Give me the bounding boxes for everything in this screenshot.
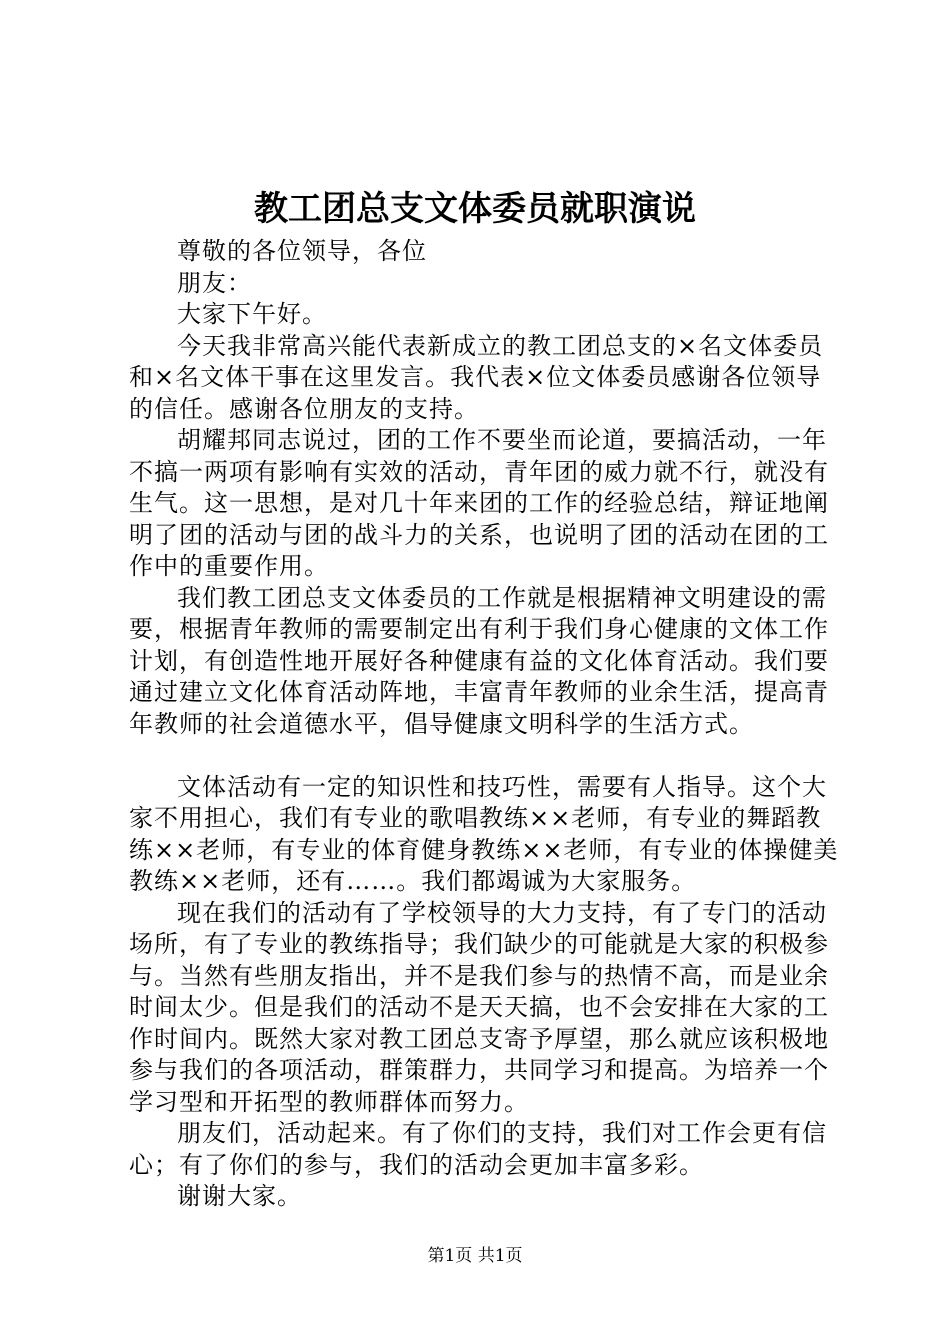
body-paragraph: 今天我非常高兴能代表新成立的教工团总支的×名文体委员和×名文体干事在这里发言。我代表×位文体委员感谢各位领导的信任。感谢各位朋友的支持。 (129, 331, 824, 423)
salutation-line-1: 尊敬的各位领导，各位 (177, 237, 427, 265)
body-paragraph: 胡耀邦同志说过，团的工作不要坐而论道，要搞活动，一年不搞一两项有影响有实效的活动，青年团的威力就不行，就没有生气。这一思想，是对几十年来团的工作的经验总结，辩证地阐明了团的活动与团的战斗力的关系，也说明了团的活动在团的工作中的重要作用。 (129, 426, 829, 580)
document-body (129, 236, 845, 1213)
document-title: 教工团总支文体委员就职演说 (254, 189, 696, 229)
greeting-paragraph: 大家下午好。 (177, 300, 327, 328)
closing-paragraph: 谢谢大家。 (177, 1182, 302, 1210)
body-paragraph: 现在我们的活动有了学校领导的大力支持，有了专门的活动场所，有了专业的教练指导；我们缺少的可能就是大家的积极参与。当然有些朋友指出，并不是我们参与的热情不高，而是业余时间太少。但是我们的活动不是天天搞，也不会安排在大家的工作时间内。既然大家对教工团总支寄予厚望，那么就应该积极地参与我们的各项活动，群策群力，共同学习和提高。为培养一个学习型和开拓型的教师群体而努力。 (129, 898, 829, 1116)
page-footer: 第1页 共1页 (427, 1246, 523, 1266)
body-paragraph: 我们教工团总支文体委员的工作就是根据精神文明建设的需要，根据青年教师的需要制定出有利于我们身心健康的文体工作计划，有创造性地开展好各种健康有益的文化体育活动。我们要通过建立文化体育活动阵地，丰富青年教师的业余生活，提高青年教师的社会道德水平，倡导健康文明科学的生活方式。 (129, 583, 829, 738)
body-paragraph: 文体活动有一定的知识性和技巧性，需要有人指导。这个大家不用担心，我们有专业的歌唱教练××老师，有专业的舞蹈教练××老师，有专业的体育健身教练××老师，有专业的体操健美教练××老师，还有……。我们都竭诚为大家服务。 (129, 772, 839, 895)
salutation-line-2: 朋友： (177, 268, 252, 297)
body-paragraph: 朋友们，活动起来。有了你们的支持，我们对工作会更有信心；有了你们的参与，我们的活动会更加丰富多彩。 (129, 1119, 827, 1179)
